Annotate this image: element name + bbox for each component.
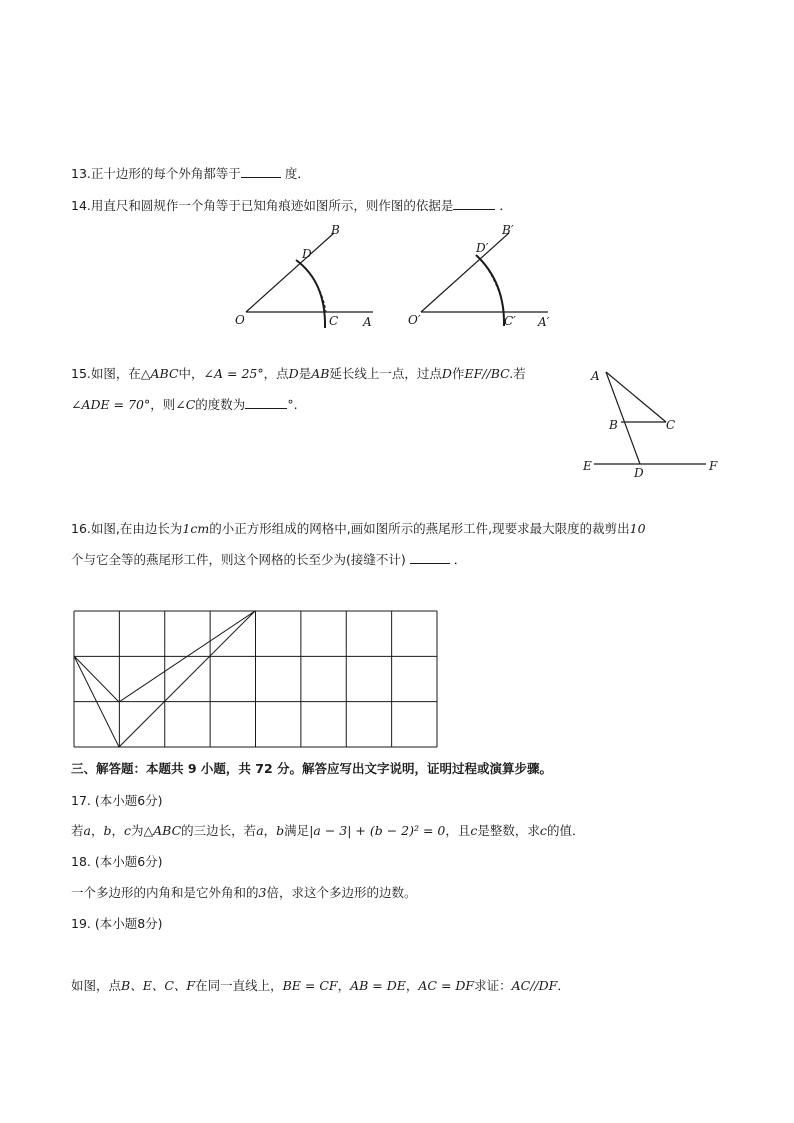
q16-unit: 1cm xyxy=(182,521,210,536)
q15-text-6: 作 xyxy=(451,366,465,381)
q17-var-b: b xyxy=(103,823,112,838)
fig1-label-o: O xyxy=(235,313,245,327)
q18-multiplier: 3 xyxy=(258,885,267,900)
question-16-line-1 xyxy=(71,520,646,538)
question-19-body xyxy=(71,977,570,995)
q15-number: 15. xyxy=(71,366,91,381)
q18-text-1: 一个多边形的内角和是它外角和的 xyxy=(71,885,259,900)
q17-equation: |a − 3| + (b − 2)² = 0 xyxy=(309,823,446,838)
q17-sep-2: ， xyxy=(111,823,125,838)
question-19-header: 19. (本小题8分) xyxy=(71,916,163,931)
fig-label-d: D xyxy=(634,466,644,480)
q15-text-4: 是 xyxy=(298,366,312,381)
q15-text-2: 中， xyxy=(178,366,204,381)
q15-text-8: ，则 xyxy=(150,397,176,412)
fig2-label-d: D′ xyxy=(476,241,489,255)
fig2-label-a: A′ xyxy=(538,315,550,329)
q14-figure-copied-angle xyxy=(405,220,565,335)
q15-parallel: EF//BC. xyxy=(464,366,514,381)
q14-answer-blank[interactable] xyxy=(453,197,495,210)
q16-number: 16. xyxy=(71,521,91,536)
question-18-header: 18. (本小题6分) xyxy=(71,854,163,869)
q19-sep-2: ， xyxy=(405,978,419,993)
q14-suffix: ． xyxy=(499,198,512,213)
q19-points: B、E、C、F xyxy=(121,978,196,993)
q14-figure-original-angle xyxy=(230,220,390,335)
q13-suffix: 度． xyxy=(284,166,310,181)
q17-text-5: ，且 xyxy=(445,823,471,838)
q15-triangle: △ABC xyxy=(140,366,179,381)
q19-eq-3: AC = DF xyxy=(418,978,475,993)
q15-text-5: 延长线上一点，过点 xyxy=(329,366,442,381)
q19-eq-1: BE = CF xyxy=(282,978,338,993)
q17-var-c-2: c xyxy=(470,823,478,838)
q17-sep-3: ， xyxy=(263,823,277,838)
section-3-title: 三、解答题：本题共 9 小题，共 72 分。解答应写出文字说明，证明过程或演算步骤。 xyxy=(71,761,553,776)
q15-answer-blank[interactable] xyxy=(245,396,287,409)
fig1-label-c: C xyxy=(329,314,339,328)
fig-label-a: A xyxy=(591,369,600,383)
question-14 xyxy=(71,197,512,215)
q15-angle-ade: ∠ADE = 70° xyxy=(71,397,151,412)
q16-grid-figure xyxy=(74,611,437,747)
fig-label-e: E xyxy=(583,459,592,473)
q15-point-d-2: D xyxy=(441,366,452,381)
q15-figure xyxy=(580,362,725,482)
q17-text-1: 若 xyxy=(71,823,84,838)
q19-text-4: ． xyxy=(557,978,570,993)
q17-text-6: 是整数，求 xyxy=(477,823,540,838)
q17-var-c: c xyxy=(124,823,132,838)
q16-text-3: 个与它全等的燕尾形工件，则这个网格的长至少为(接缝不计) xyxy=(71,552,406,567)
fig-label-b: B xyxy=(609,418,618,432)
q15-text-7: 若 xyxy=(513,366,526,381)
q15-angle-a: ∠A = 25° xyxy=(203,366,264,381)
q16-text-2: 的小正方形组成的网格中,画如图所示的燕尾形工件,现要求最大限度的裁剪出 xyxy=(209,521,630,536)
q17-var-a-2: a xyxy=(256,823,264,838)
q15-angle-c: ∠C xyxy=(175,397,196,412)
q19-text-2: 在同一直线上， xyxy=(195,978,283,993)
q19-text-1: 如图，点 xyxy=(71,978,122,993)
question-15-line-1 xyxy=(71,365,526,383)
q17-var-c-3: c xyxy=(539,823,547,838)
question-15-line-2 xyxy=(71,396,298,414)
q19-eq-2: AB = DE xyxy=(350,978,406,993)
q19-text-3: 求证： xyxy=(474,978,512,993)
q15-segment-ab: AB xyxy=(311,366,330,381)
q17-text-2: 为 xyxy=(131,823,144,838)
q14-number: 14. xyxy=(71,198,91,213)
q13-number: 13. xyxy=(71,166,91,181)
question-17-header: 17. (本小题6分) xyxy=(71,793,163,808)
q17-text-3: 的三边长，若 xyxy=(181,823,257,838)
q16-answer-blank[interactable] xyxy=(410,551,450,564)
q19-eq-4: AC//DF xyxy=(511,978,558,993)
q14-text: 用直尺和圆规作一个角等于已知角痕迹如图所示，则作图的依据是 xyxy=(90,198,454,213)
grid-lines xyxy=(74,611,437,747)
question-18-body xyxy=(71,884,416,902)
fig1-label-b: B xyxy=(331,223,340,237)
fig2-label-o: O′ xyxy=(408,313,421,327)
q13-text: 正十边形的每个外角都等于 xyxy=(90,166,241,181)
q17-text-4: 满足 xyxy=(284,823,310,838)
fig-label-f: F xyxy=(709,459,718,473)
question-16-line-2 xyxy=(71,551,466,569)
q17-sep-1: ， xyxy=(90,823,104,838)
q16-text-4: ． xyxy=(453,552,467,567)
fig2-label-b: B′ xyxy=(502,223,514,237)
fig2-label-c: C′ xyxy=(504,314,516,328)
fig-label-c: C xyxy=(666,418,676,432)
q18-text-2: 倍，求这个多边形的边数。 xyxy=(266,885,417,900)
q19-sep-1: ， xyxy=(337,978,351,993)
q16-count: 10 xyxy=(629,521,646,536)
q15-text-3: ，点 xyxy=(263,366,289,381)
q15-text-10: °. xyxy=(287,397,298,412)
q17-var-a: a xyxy=(83,823,91,838)
question-17-body xyxy=(71,822,584,840)
q15-text-1: 如图，在 xyxy=(90,366,141,381)
q15-text-9: 的度数为 xyxy=(195,397,246,412)
question-13 xyxy=(71,165,310,183)
q15-point-d: D xyxy=(288,366,299,381)
q16-text-1: 如图,在由边长为 xyxy=(90,521,183,536)
q17-triangle: △ABC xyxy=(143,823,182,838)
q17-var-b-2: b xyxy=(276,823,285,838)
fig1-label-d: D xyxy=(302,247,312,261)
q17-text-7: 的值． xyxy=(546,823,585,838)
q13-answer-blank[interactable] xyxy=(241,165,281,178)
fig1-label-a: A xyxy=(363,315,372,329)
